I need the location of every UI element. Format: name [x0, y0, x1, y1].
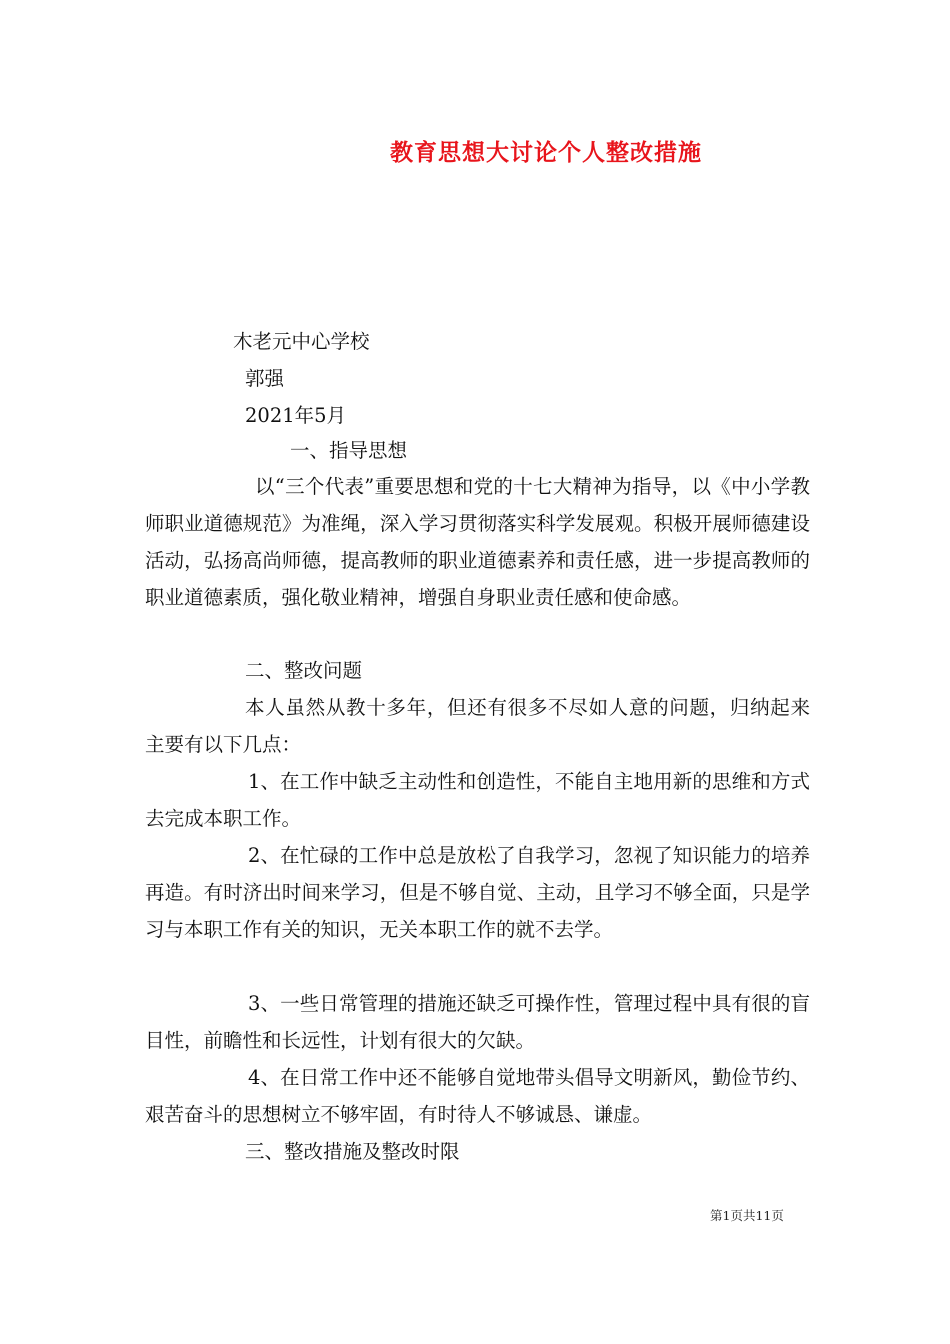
problem-item-3: 3、一些日常管理的措施还缺乏可操作性，管理过程中具有很的盲目性，前瞻性和长远性，计划有很大的欠缺。 [145, 992, 810, 1052]
author-name: 郭强 [245, 367, 285, 390]
section-heading-measures: 三、整改措施及整改时限 [245, 1140, 460, 1163]
problem-item-1: 1、在工作中缺乏主动性和创造性，不能自主地用新的思维和方式去完成本职工作。 [145, 770, 810, 830]
document-title: 教育思想大讨论个人整改措施 [390, 139, 702, 166]
school-name: 木老元中心学校 [233, 330, 370, 353]
section-heading-problems: 二、整改问题 [245, 659, 363, 682]
section-heading-guiding-thought: 一、指导思想 [290, 439, 408, 462]
paragraph-problems-intro: 本人虽然从教十多年，但还有很多不尽如人意的问题，归纳起来主要有以下几点： [145, 696, 810, 756]
page-number-footer: 第1页共11页 [710, 1208, 784, 1223]
paragraph-guiding-thought: 以“三个代表”重要思想和党的十七大精神为指导，以《中小学教师职业道德规范》为准绳，深入学习贯彻落实科学发展观。积极开展师德建设活动，弘扬高尚师德，提高教师的职业道德素养和责任感，进一步提高教师的职业道德素质，强化敬业精神，增强自身职业责任感和使命感。 [145, 475, 810, 609]
problem-item-2: 2、在忙碌的工作中总是放松了自我学习，忽视了知识能力的培养再造。有时济出时间来学习，但是不够自觉、主动，且学习不够全面，只是学习与本职工作有关的知识，无关本职工作的就不去学。 [145, 844, 810, 941]
problem-item-4: 4、在日常工作中还不能够自觉地带头倡导文明新风，勤俭节约、艰苦奋斗的思想树立不够牢固，有时待人不够诚恳、谦虚。 [145, 1066, 810, 1126]
document-date: 2021年5月 [245, 404, 347, 427]
